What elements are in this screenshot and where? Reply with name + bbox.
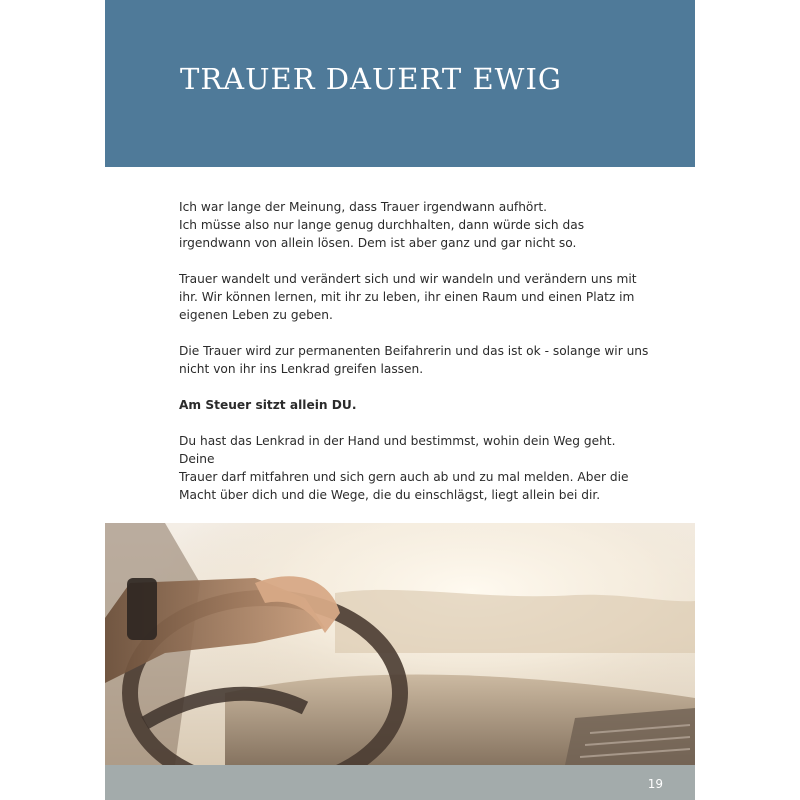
body-text [179,198,649,522]
paragraph-2-line-3: eigenen Leben zu geben. [179,308,333,322]
paragraph-3-line-1: Die Trauer wird zur permanenten Beifahrerin und das ist ok - solange wir uns [179,344,649,358]
steering-wheel-illustration [105,523,695,765]
paragraph-5 [179,432,649,504]
paragraph-5-line-2: Trauer darf mitfahren und sich gern auch ab und zu mal melden. Aber die [179,470,629,484]
paragraph-2 [179,270,649,324]
emphasis-paragraph [179,396,649,414]
paragraph-1-line-2: Ich müsse also nur lange genug durchhalten, dann würde sich das [179,218,585,232]
steering-wheel-photo [105,523,695,765]
paragraph-2-line-2: ihr. Wir können lernen, mit ihr zu leben, ihr einen Raum und einen Platz im [179,290,635,304]
page-number: 19 [647,777,663,791]
paragraph-5-line-1: Du hast das Lenkrad in der Hand und bestimmst, wohin dein Weg geht. Deine [179,434,616,466]
title-banner [105,0,695,167]
emphasis-line: Am Steuer sitzt allein DU. [179,398,357,412]
paragraph-1-line-1: Ich war lange der Meinung, dass Trauer irgendwann aufhört. [179,200,548,214]
document-page [105,0,695,800]
paragraph-3 [179,342,649,378]
paragraph-3-line-2: nicht von ihr ins Lenkrad greifen lassen. [179,362,424,376]
paragraph-1-line-3: irgendwann von allein lösen. Dem ist aber ganz und gar nicht so. [179,236,577,250]
paragraph-2-line-1: Trauer wandelt und verändert sich und wir wandeln und verändern uns mit [179,272,637,286]
page-footer [105,765,695,800]
page-title: TRAUER DAUERT EWIG [180,62,563,96]
paragraph-5-line-3: Macht über dich und die Wege, die du einschlägst, liegt allein bei dir. [179,488,601,502]
paragraph-1 [179,198,649,252]
